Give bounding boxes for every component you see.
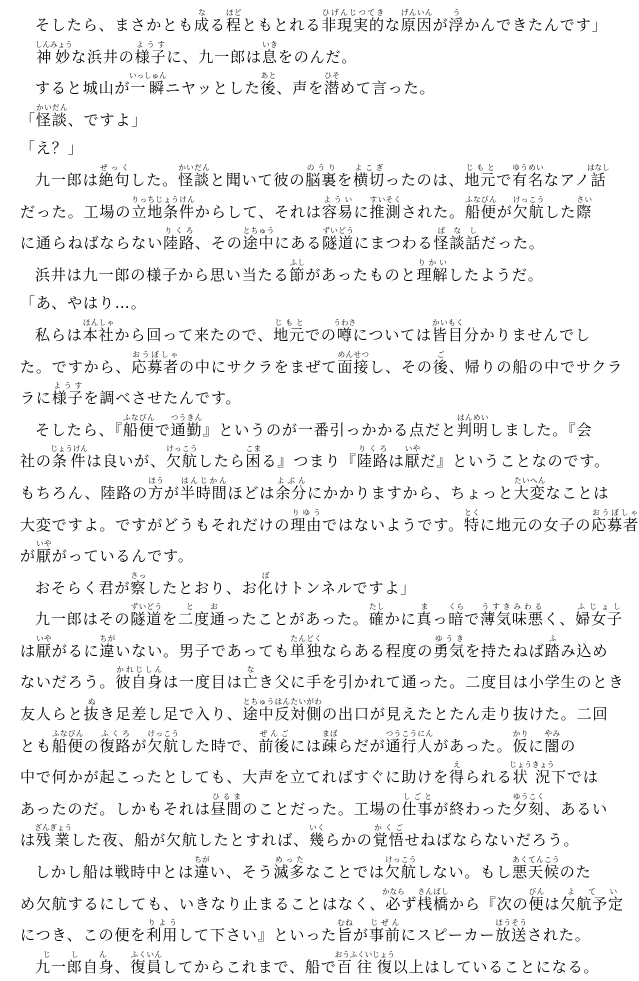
furigana-reading: いっしゅん [128, 71, 167, 81]
furigana-reading: ひげんじつてき [321, 8, 385, 17]
furigana-reading: たいへん [513, 475, 546, 485]
furigana-word: 欠航予定よてい [560, 886, 624, 913]
furigana-reading: ゆうめい [512, 162, 544, 172]
text-line: 大変ですよ。ですがどうもそれだけの理由りゆうではないようです。特とくに地元の女子の応募者おうぼしゃ [20, 507, 639, 534]
furigana-word: 残業ざんぎょう [34, 823, 72, 850]
furigana-word: 怪談かいだん [35, 102, 68, 129]
furigana-word: 地元じもと [273, 317, 306, 344]
furigana-reading: ほんしゃ [82, 317, 115, 327]
furigana-reading: しんみょう [35, 39, 73, 49]
furigana-word: 立地条件りっちじょうけん [131, 194, 195, 221]
furigana-word: 抜ぬ [83, 697, 100, 724]
furigana-word: 一瞬いっしゅん [128, 71, 167, 98]
furigana-word: 厭いや [35, 633, 52, 660]
furigana-reading: じょうきょう [509, 760, 555, 770]
furigana-reading: ひそ [324, 71, 340, 81]
text-line: 中で何かが起こったとしても、大声を立てればすぐに助けを得えられる状況じょうきょう下では [20, 760, 599, 787]
furigana-reading: めった [273, 855, 306, 865]
furigana-reading: な [242, 665, 259, 675]
furigana-reading: こま [245, 444, 262, 454]
text-line: 「え？」 [20, 139, 84, 158]
furigana-reading: ぜんご [258, 728, 291, 738]
furigana-word: 理由りゆう [290, 507, 323, 534]
furigana-word: 余分よぶん [275, 475, 308, 502]
furigana-word: 欠航けっこう [384, 855, 417, 882]
furigana-reading: じもと [464, 162, 497, 172]
furigana-word: 暗くら [448, 602, 465, 629]
furigana-reading: おうぼしゃ [591, 507, 639, 517]
furigana-reading: ほど [225, 8, 242, 17]
furigana-word: 昼間ひるま [210, 791, 243, 818]
furigana-word: 利用りよう [146, 918, 179, 945]
furigana-reading: かいだん [35, 102, 68, 112]
furigana-reading: とお [178, 602, 226, 612]
furigana-reading: ずいどう [130, 602, 163, 612]
furigana-reading: りっちじょうけん [131, 194, 195, 204]
furigana-word: 仕事しごと [401, 791, 434, 818]
furigana-word: 際さい [576, 194, 593, 221]
furigana-word: 闇やみ [544, 728, 561, 755]
text-line: すると城山が一瞬いっしゅんニヤッとした後あと、声を潜ひそめて言った。 [35, 71, 436, 98]
furigana-reading: さんばし [417, 886, 450, 896]
text-line: に通らねばならない陸路りくろ、その途中とちゅうにある隧道ずいどうにまつわる怪談話ばなしだった。 [20, 226, 545, 253]
furigana-word: 地元じもと [464, 162, 497, 189]
furigana-word: 応募者おうぼしゃ [591, 507, 639, 534]
furigana-reading: とく [464, 507, 480, 517]
furigana-reading: とちゅう [242, 226, 275, 236]
furigana-reading: かり [512, 728, 529, 738]
furigana-reading: ふくろ [99, 728, 132, 738]
furigana-reading: よこぎ [353, 162, 385, 172]
furigana-word: 勇気ゆうき [433, 633, 466, 660]
text-line: ラに様子ようすを調べさせたんです。 [20, 381, 242, 408]
furigana-word: 化ば [257, 570, 274, 597]
furigana-word: 大変たいへん [513, 475, 546, 502]
text-line: が厭いやがっているんです。 [20, 539, 194, 566]
furigana-reading: あくてんこう [512, 855, 560, 865]
furigana-reading: ゆうき [433, 633, 466, 643]
furigana-reading: けっこう [512, 194, 545, 204]
furigana-reading: げんいん [400, 8, 433, 17]
furigana-reading: はんじかん [179, 475, 228, 485]
furigana-reading: かれじしん [115, 665, 164, 675]
furigana-word: 仮かり [512, 728, 529, 755]
text-line: め欠航するにしても、いきなり止まることはなく、必かならず桟橋さんばしから『次の便びんは欠航予定よてい [20, 886, 624, 913]
furigana-reading: びん [528, 886, 545, 896]
furigana-reading: じぜん [368, 918, 401, 928]
furigana-reading: まば [321, 728, 338, 738]
furigana-word: 夕刻ゆうこく [512, 791, 545, 818]
furigana-word: 途中とちゅう [242, 226, 275, 253]
furigana-word: 滅多めった [273, 855, 306, 882]
furigana-reading: はんたいがわ [274, 697, 323, 707]
furigana-reading: ふ [544, 633, 561, 643]
furigana-word: 脳裏のうり [305, 162, 338, 189]
furigana-word: 悪天候あくてんこう [512, 855, 560, 882]
furigana-word: 潜ひそ [324, 71, 340, 98]
furigana-reading: ぜっく [98, 162, 131, 172]
furigana-word: 九一郎自身じしん [35, 949, 115, 976]
text-line: は厭いやがるに違ちがいない。男子であっても単独たんどくならある程度の勇気ゆうきを持たねば踏ふみ込め [20, 633, 609, 660]
furigana-reading: つうきん [170, 412, 203, 422]
text-line: 九一郎自身じしん、復員ふくいんしてからこれまで、船で百往復おうふくいじょう以上はしていることになる。 [35, 949, 600, 976]
furigana-word: 理解りかい [416, 257, 449, 284]
furigana-reading: ばなし [433, 226, 482, 236]
furigana-reading: おうぼしゃ [131, 349, 180, 359]
furigana-word: 怪談話ばなし [433, 226, 482, 253]
furigana-word: 真ま [416, 602, 433, 629]
furigana-reading: おうふくいじょう [334, 949, 395, 959]
furigana-reading: たんどく [290, 633, 322, 643]
text-line: 私らは本社ほんしゃから回って来たので、地元じもとでの噂うわさについては皆目かいもく分かりませんでし [35, 317, 591, 344]
furigana-reading: いや [35, 539, 52, 549]
furigana-reading: かいだん [178, 162, 210, 172]
furigana-word: 反対側はんたいがわ [274, 697, 323, 724]
text-line: そしたら、まさかとも成なる程ほどともとれる非現実的ひげんじつてきな原因げんいんが浮うかんできたんです」 [35, 8, 608, 34]
text-line: ないだろう。彼自身かれじしんは一度目は亡なき父に手を引かれて通った。二度目は小学生のとき [20, 665, 625, 692]
furigana-reading: とちゅう [242, 697, 275, 707]
furigana-word: 節ふし [289, 257, 306, 284]
furigana-reading: けっこう [147, 728, 180, 738]
furigana-reading: りくろ [163, 226, 195, 236]
furigana-reading: しごと [401, 791, 434, 801]
text-line: 友人らと抜ぬき足差し足で入り、途中とちゅう反対側はんたいがわの出口が見えたとたん走り抜けた。二回 [20, 697, 609, 724]
furigana-word: 亡な [242, 665, 259, 692]
furigana-reading: ほう [148, 475, 164, 485]
furigana-reading: ほうそう [495, 918, 528, 928]
furigana-reading: のうり [305, 162, 338, 172]
furigana-word: 厭いや [404, 444, 421, 471]
text-line: た。ですから、応募者おうぼしゃの中にサクラをまぜて面接めんせつし、その後ご、帰りの船の中でサクラ [20, 349, 624, 376]
furigana-word: 応募者おうぼしゃ [131, 349, 180, 376]
furigana-word: 船便ふなびん [122, 412, 155, 439]
furigana-word: 確たし [368, 602, 385, 629]
furigana-word: 二度通とお [178, 602, 226, 629]
furigana-reading: かくご [372, 823, 405, 833]
furigana-word: 違ちが [99, 633, 116, 660]
furigana-word: 噂うわさ [333, 317, 357, 344]
furigana-reading: うすきみわる [480, 602, 544, 612]
furigana-reading: かなら [382, 886, 405, 896]
furigana-reading: けっこう [165, 444, 198, 454]
text-line: 社の条件じょうけんは良いが、欠航けっこうしたら困こまる』つまり『陸路りくろは厭いやだ』ということなのです。 [20, 444, 611, 471]
furigana-word: 彼自身かれじしん [115, 665, 164, 692]
furigana-reading: むね [337, 918, 354, 928]
furigana-word: 婦女子ふじょし [575, 602, 623, 629]
furigana-reading: ご [432, 349, 449, 359]
furigana-reading: う [448, 8, 465, 17]
furigana-reading: ふじょし [575, 602, 623, 612]
furigana-reading: りよう [146, 918, 179, 928]
furigana-reading: ざんぎょう [34, 823, 72, 833]
furigana-reading: ゆうこく [512, 791, 545, 801]
furigana-reading: ふなびん [51, 728, 84, 738]
furigana-word: 様子ようす [51, 381, 84, 408]
furigana-word: 通行人つうこうにん [385, 728, 434, 755]
furigana-reading: ずいどう [322, 226, 354, 236]
furigana-reading: くら [448, 602, 465, 612]
furigana-word: 横切よこぎ [353, 162, 385, 189]
furigana-word: 欠航けっこう [147, 728, 180, 755]
furigana-word: 欠航けっこう [512, 194, 545, 221]
text-line: は残業ざんぎょうした夜、船が欠航したとすれば、幾いくらかの覚悟かくごせねばならないだろう。 [20, 823, 580, 850]
furigana-word: 隧道ずいどう [322, 226, 354, 253]
furigana-word: 事前じぜん [368, 918, 401, 945]
furigana-reading: ぬ [83, 697, 100, 707]
furigana-word: 疎まば [321, 728, 338, 755]
furigana-word: 絶句ぜっく [98, 162, 131, 189]
furigana-reading: な [194, 8, 210, 17]
furigana-word: 推測すいそく [369, 194, 402, 221]
text-line: 「あ、やはり…。 [20, 294, 147, 313]
furigana-word: 方ほう [148, 475, 165, 502]
furigana-reading: つうこうにん [385, 728, 434, 738]
furigana-word: 便びん [528, 886, 545, 913]
furigana-word: 覚悟かくご [372, 823, 405, 850]
furigana-word: 条件じょうけん [50, 444, 88, 471]
furigana-word: 困こま [245, 444, 262, 471]
furigana-reading: ようす [51, 381, 84, 391]
furigana-word: 察さっ [130, 570, 147, 597]
furigana-word: 成な [194, 8, 210, 34]
furigana-reading: え [449, 760, 465, 770]
furigana-reading: さっ [130, 570, 147, 580]
furigana-word: 後あと [260, 71, 277, 98]
furigana-reading: さい [576, 194, 593, 204]
text-line: 「怪談かいだん、ですよ」 [20, 102, 148, 129]
furigana-reading: ちが [99, 633, 116, 643]
text-line: 九一郎は絶句ぜっくした。怪談かいだんと聞いて彼の脳裏のうりを横切よこぎったのは、地元じもとで有名ゆうめいなアノ話はなし [35, 162, 610, 189]
furigana-reading: うわさ [333, 317, 357, 327]
furigana-word: 話はなし [587, 162, 610, 189]
furigana-word: 皆目かいもく [431, 317, 464, 344]
furigana-word: 特とく [464, 507, 480, 534]
furigana-reading: いく [309, 823, 325, 833]
furigana-reading: よてい [560, 886, 624, 896]
furigana-reading: ば [257, 570, 274, 580]
furigana-word: 状況じょうきょう [509, 760, 555, 787]
furigana-reading: たし [368, 602, 385, 612]
furigana-reading: じもと [273, 317, 306, 327]
furigana-reading: すいそく [369, 194, 402, 204]
furigana-reading: ようす [134, 39, 167, 49]
furigana-word: 旨むね [337, 918, 354, 945]
furigana-reading: やみ [544, 728, 561, 738]
text-line: とも船便ふなびんの復路ふくろが欠航けっこうした時で、前後ぜんごには疎まばらだが通行人つうこうにんがあった。仮かりに闇やみの [20, 728, 577, 755]
furigana-word: 得え [449, 760, 465, 787]
furigana-word: 放送ほうそう [495, 918, 528, 945]
furigana-reading: ま [416, 602, 433, 612]
furigana-word: 幾いく [309, 823, 325, 850]
furigana-reading: はなし [587, 162, 610, 172]
furigana-word: 程ほど [225, 8, 242, 34]
furigana-word: 非現実的ひげんじつてき [321, 8, 385, 34]
furigana-word: 前後ぜんご [258, 728, 291, 755]
furigana-word: 面接めんせつ [337, 349, 370, 376]
furigana-word: 薄気味悪うすきみわる [480, 602, 544, 629]
furigana-word: 判明はんめい [456, 412, 489, 439]
furigana-word: 途中とちゅう [242, 697, 275, 724]
text-line: あったのだ。しかもそれは昼間ひるまのことだった。工場の仕事しごとが終わった夕刻ゆうこく、あるい [20, 791, 609, 818]
furigana-word: 様子ようす [134, 39, 167, 66]
furigana-reading: かいもく [431, 317, 464, 327]
furigana-reading: ふなびん [464, 194, 497, 204]
text-line: もちろん、陸路の方ほうが半時間はんじかんほどは余分よぶんにかかりますから、ちょっと大変たいへんなことは [20, 475, 610, 502]
furigana-word: 神妙しんみょう [35, 39, 73, 66]
furigana-reading: りかい [416, 257, 449, 267]
furigana-reading: じょうけん [50, 444, 88, 454]
text-line: だった。工場の立地条件りっちじょうけんからして、それは容易よういに推測すいそくされた。船便ふなびんが欠航けっこうした際さい [20, 194, 593, 221]
furigana-reading: りゆう [290, 507, 323, 517]
furigana-word: 欠航けっこう [165, 444, 198, 471]
furigana-reading: じしん [35, 949, 115, 959]
furigana-word: 船便ふなびん [464, 194, 497, 221]
furigana-word: 復路ふくろ [99, 728, 132, 755]
furigana-word: 船便ふなびん [51, 728, 84, 755]
text-line: そしたら、『船便ふなびんで通勤つうきん』というのが一番引っかかる点だと判明はんめいしました。『会 [35, 412, 593, 439]
furigana-reading: ちが [194, 855, 210, 865]
furigana-word: 復員ふくいん [130, 949, 163, 976]
furigana-word: 単独たんどく [290, 633, 322, 660]
furigana-word: 半時間はんじかん [179, 475, 228, 502]
furigana-word: 百往復おうふくいじょう [334, 949, 395, 976]
text-line: 神妙しんみょうな浜井の様子ようすに、九一郎は息いきをのんだ。 [35, 39, 358, 66]
text-line: 九一郎はその隧道ずいどうを二度通とおったことがあった。確たしかに真まっ暗くらで薄気味悪うすきみわるく、婦女子ふじょし [35, 602, 623, 629]
furigana-word: 原因げんいん [400, 8, 433, 34]
furigana-reading: ふし [289, 257, 306, 267]
furigana-word: 陸路りくろ [356, 444, 389, 471]
furigana-reading: いや [35, 633, 52, 643]
furigana-word: 後ご [432, 349, 449, 376]
furigana-reading: ひるま [210, 791, 243, 801]
furigana-word: 違ちが [194, 855, 210, 882]
furigana-word: 必かなら [382, 886, 405, 913]
furigana-reading: いき [261, 39, 278, 49]
furigana-word: 本社ほんしゃ [82, 317, 115, 344]
furigana-word: 桟橋さんばし [417, 886, 450, 913]
furigana-reading: ふくいん [130, 949, 163, 959]
furigana-reading: よぶん [275, 475, 308, 485]
furigana-word: 息いき [261, 39, 278, 66]
furigana-reading: いや [404, 444, 421, 454]
text-line: しかし船は戦時中とは違ちがい、そう滅多めったなことでは欠航けっこうしない。もし悪天候あくてんこうのた [35, 855, 592, 882]
furigana-word: 通勤つうきん [170, 412, 203, 439]
furigana-reading: あと [260, 71, 277, 81]
furigana-reading: ようい [321, 194, 354, 204]
furigana-reading: ふなびん [122, 412, 155, 422]
furigana-word: 厭いや [35, 539, 52, 566]
furigana-word: 容易ようい [321, 194, 354, 221]
furigana-reading: けっこう [384, 855, 417, 865]
furigana-word: 有名ゆうめい [512, 162, 544, 189]
text-line: おそらく君が察さっしたとおり、お化ばけトンネルですよ」 [35, 570, 417, 597]
furigana-reading: りくろ [356, 444, 389, 454]
furigana-reading: めんせつ [337, 349, 370, 359]
text-line: 浜井は九一郎の様子から思い当たる節ふしがあったものと理解りかいしたようだ。 [35, 257, 544, 284]
furigana-word: 隧道ずいどう [130, 602, 163, 629]
furigana-word: 陸路りくろ [163, 226, 195, 253]
text-line: につき、この便を利用りようして下さい』といった旨むねが事前じぜんにスピーカー放送ほうそうされた。 [20, 918, 591, 945]
furigana-word: 踏ふ [544, 633, 561, 660]
furigana-reading: はんめい [456, 412, 489, 422]
furigana-word: 浮う [448, 8, 465, 34]
furigana-word: 怪談かいだん [178, 162, 210, 189]
